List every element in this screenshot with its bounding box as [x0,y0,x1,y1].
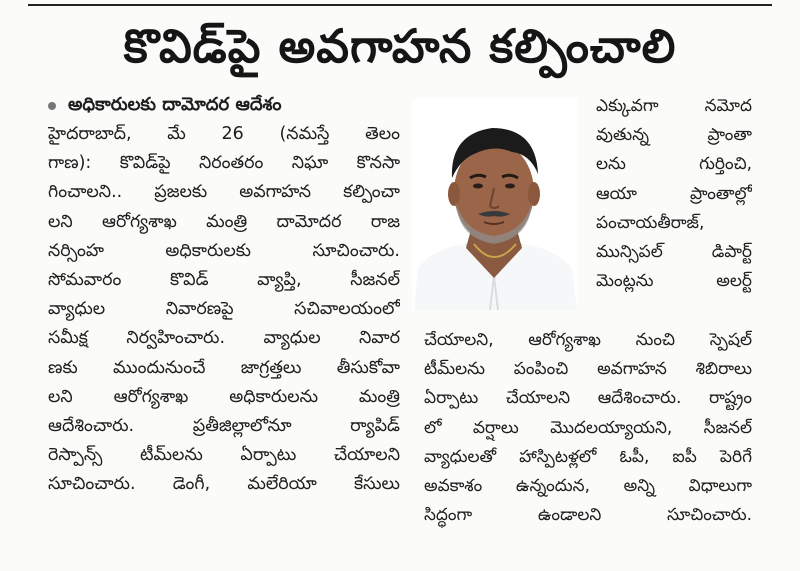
body-line: ఆయా ప్రాంతాల్లో [596,183,752,204]
body-line: లో వర్షాలు మొదలయ్యాయని, సీజనల్ [424,417,752,438]
body-line: లని ఆరోగ్యశాఖ మంత్రి దామోదర రాజ [48,211,400,232]
body-line: ఆదేశించారు. ప్రతీజిల్లాలోనూ ర్యాపిడ్ [48,415,400,436]
left-column [48,92,400,499]
body-line: సమీక్ష నిర్వహించారు. వ్యాధుల నివార [48,328,400,349]
headline: కొవిడ్‌పై అవగాహన కల్పించాలి [123,19,677,73]
body-line: సోమవారం కొవిడ్ వ్యాప్తి, సీజనల్ [48,269,400,290]
body-line: వ్యాధులతో హాస్పిటళ్లలో ఓపీ, ఐపీ పెరిగే [424,446,752,467]
top-rule [28,4,772,6]
body-line: సిద్ధంగా ఉండాలని సూచించారు. [424,505,752,526]
body-line: పంచాయతీరాజ్, [596,212,705,233]
body-line: నర్సింహ అధికారులకు సూచించారు. [48,240,400,261]
body-line: టీమ్‌లను పంపించి అవగాహన శిబిరాలు [424,359,752,380]
body-line: గించాలని.. ప్రజలకు అవగాహన కల్పించా [48,182,400,203]
body-line: గాణ): కొవిడ్‌పై నిరంతరం నిఘా కొనసా [48,153,400,174]
bullet-icon [48,102,56,110]
body-line: మెంట్లను అలర్ట్ [596,271,752,292]
body-line: మున్సిపల్ డిపార్ట్ [596,241,752,262]
body-line: హైదరాబాద్, మే 26 (నమస్తే తెలం [48,124,400,144]
body-line: చేయాలని, ఆరోగ్యశాఖ నుంచి స్పెషల్ [424,330,752,350]
body-line: లను గుర్తించి, [596,154,752,175]
subheadline: అధికారులకు దామోదర ఆదేశం [68,93,282,115]
minister-photo [412,98,577,310]
body-line: ణకు ముందునుంచే జాగ్రత్తలు తీసుకోవా [48,357,400,378]
body-line: ఎక్కువగా నమోద [596,96,752,116]
portrait-image [412,98,577,310]
body-line: అవకాశం ఉన్నందున, అన్ని విధాలుగా [424,475,752,496]
body-line: ఏర్పాటు చేయాలని ఆదేశించారు. రాష్ట్రం [424,388,752,409]
right-column-bottom [424,326,752,530]
body-line: వుతున్న ప్రాంతా [596,125,752,146]
subheadline-row [48,92,400,120]
body-line: రెస్పాన్స్ టీమ్‌లను ఏర్పాటు చేయాలని [48,445,400,466]
right-column-top [596,92,752,296]
body-line: సూచించారు. డెంగీ, మలేరియా కేసులు [48,474,400,495]
body-line: లని ఆరోగ్యశాఖ అధికారులను మంత్రి [48,386,400,407]
body-line: వ్యాధుల నివారణపై సచివాలయంలో [48,299,400,320]
